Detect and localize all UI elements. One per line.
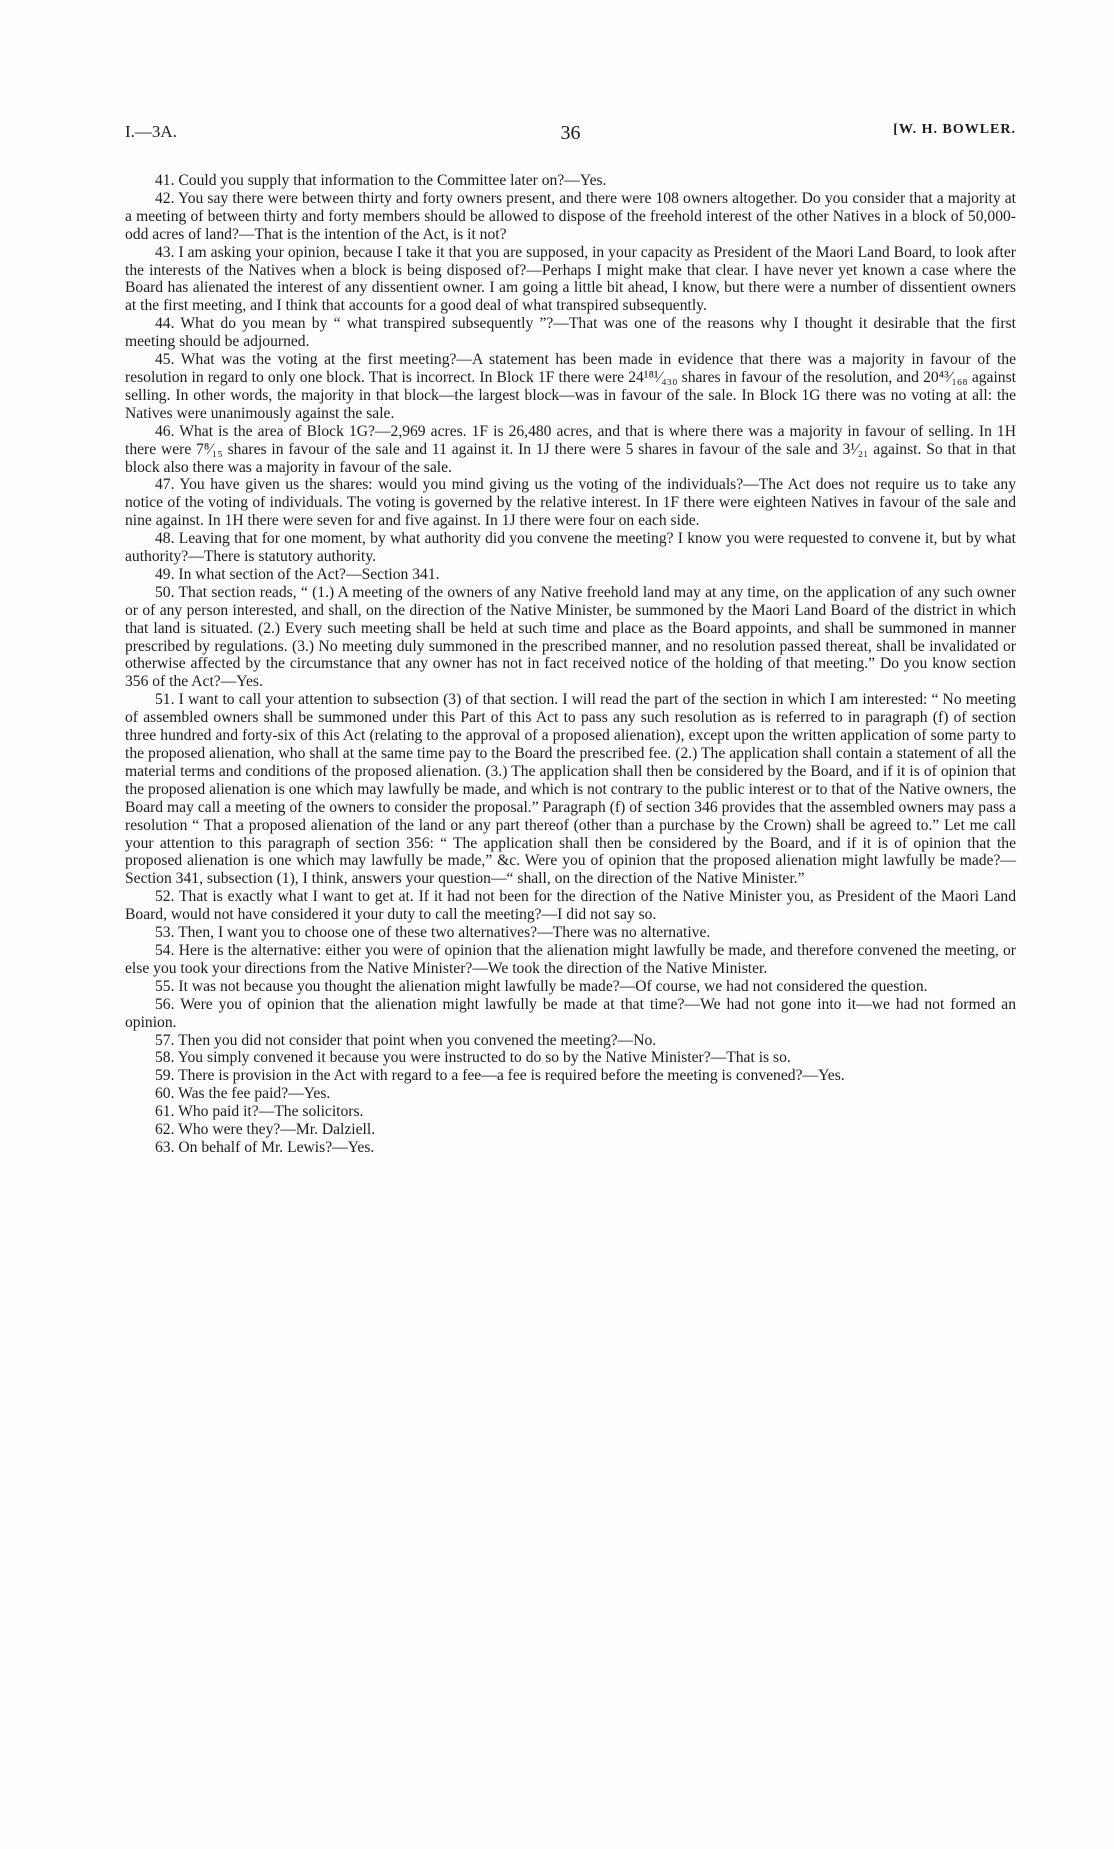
question-49: 49. In what section of the Act?—Section 341. (155, 565, 440, 583)
evidence-text (125, 172, 1016, 1157)
question-62: 62. Who were they?—Mr. Dalziell. (155, 1121, 376, 1139)
page-header (125, 122, 1016, 152)
witness-name: [W. H. BOWLER. (893, 122, 1016, 137)
question-63: 63. On behalf of Mr. Lewis?—Yes. (155, 1138, 375, 1156)
question-57: 57. Then you did not consider that point when you convened the meeting?—No. (155, 1031, 657, 1049)
question-55: 55. It was not because you thought the alienation might lawfully be made?—Of course, we had not considered the question. (155, 977, 928, 995)
question-59: 59. There is provision in the Act with regard to a fee—a fee is required before the meeting is convened?—Yes. (155, 1067, 845, 1085)
question-53: 53. Then, I want you to choose one of these two alternatives?—There was no alternative. (155, 924, 711, 942)
question-54: 54. Here is the alternative: either you were of opinion that the alienation might lawfully be made, and therefore convened the meeting, or else you took your directions from the Native Minister?—We took the direction of the Native Minister. (125, 941, 1016, 977)
question-44: 44. What do you mean by “ what transpired subsequently ”?—That was one of the reasons why I thought it desirable that the first meeting should be adjourned. (125, 315, 1016, 351)
question-43: 43. I am asking your opinion, because I take it that you are supposed, in your capacity as President of the Maori Land Board, to look after the interests of the Natives when a block is being disposed of?—Perhaps I might make that clear. I have never yet known a case where the Board has alienated the interest of any dissentient owner. I am going a little bit ahead, I know, but there were a number of dissentient owners at the first meeting, and I think that accounts for a good deal of what transpired subsequently. (125, 243, 1016, 315)
question-50: 50. That section reads, “ (1.) A meeting of the owners of any Native freehold land may at any time, on the application of any such owner or of any person interested, and shall, on the direction of the Native Minister, be summoned by the Maori Land Board of the district in which that land is situated. (2.) Every such meeting shall be held at such time and place as the Board appoints, and shall be summoned in manner prescribed by regulations. (3.) No meeting duly summoned in the prescribed manner, and no resolution passed thereat, shall be invalidated or otherwise affected by the circumstance that any owner has not in fact received notice of the holding of that meeting.” Do you know section 356 of the Act?—Yes. (125, 583, 1016, 691)
question-45: 45. What was the voting at the first meeting?—A statement has been made in evidence that there was a majority in favour of the resolution in regard to only one block. That is incorrect. In Block 1F there were 24¹⁸¹⁄₄₃₀ shares in favour of the resolution, and 20⁴³⁄₁₆₈ against selling. In other words, the majority in that block—the largest block—was in favour of the sale. In Block 1G there was no voting at all: the Natives were unanimously against the sale. (125, 351, 1016, 422)
question-61: 61. Who paid it?—The solicitors. (155, 1103, 364, 1121)
paper-reference: I.—3A. (125, 122, 177, 141)
page-number: 36 (560, 122, 581, 144)
question-51: 51. I want to call your attention to subsection (3) of that section. I will read the part of the section in which I am interested: “ No meeting of assembled owners shall be summoned under this Part of this Act to pass any such resolution as is referred to in paragraph (f) of section three hundred and forty-six of this Act (relating to the approval of a proposed alienation), except upon the written application of some party to the proposed alienation, who shall at the same time pay to the Board the prescribed fee. (2.) The application shall contain a statement of all the material terms and conditions of the proposed alienation. (3.) The application shall then be considered by the Board, and if it is of opinion that the proposed alienation is one which may lawfully be made, and which is not contrary to the public interest or to that of the Native owners, the Board may call a meeting of the owners to consider the proposal.” Paragraph (f) of section 346 provides that the assembled owners may pass a resolution “ That a proposed alienation of the land or any part thereof (other than a purchase by the Crown) shall be agreed to.” Let me call your attention to this paragraph of section 356: “ The application shall then be considered by the Board, and if it is of opinion that the proposed alienation is one which may lawfully be made,” &c. Were you of opinion that the proposed alienation might lawfully be made?—Section 341, subsection (1), I think, answers your question—“ shall, on the direction of the Native Minister.” (125, 691, 1016, 888)
question-48: 48. Leaving that for one moment, by what authority did you convene the meeting? I know you were requested to convene it, but by what authority?—There is statutory authority. (125, 530, 1016, 566)
question-60: 60. Was the fee paid?—Yes. (155, 1085, 331, 1103)
question-41: 41. Could you supply that information to the Committee later on?—Yes. (155, 172, 607, 189)
question-42: 42. You say there were between thirty and forty owners present, and there were 108 owners altogether. Do you consider that a majority at a meeting of between thirty and forty members should be allowed to dispose of the freehold interest of the other Natives in a block of 50,000-odd acres of land?—That is the intention of the Act, is it not? (125, 189, 1016, 243)
question-47: 47. You have given us the shares: would you mind giving us the voting of the individuals?—The Act does not require us to take any notice of the voting of individuals. The voting is governed by the relative interest. In 1F there were eighteen Natives in favour of the sale and nine against. In 1H there were seven for and five against. In 1J there were four on each side. (125, 476, 1016, 530)
question-56: 56. Were you of opinion that the alienation might lawfully be made at that time?—We had not gone into it—we had not formed an opinion. (125, 995, 1016, 1031)
question-46: 46. What is the area of Block 1G?—2,969 acres. 1F is 26,480 acres, and that is where there was a majority in favour of selling. In 1H there were 7⁸⁄₁₅ shares in favour of the sale and 11 against it. In 1J there were 5 shares in favour of the sale and 3¹⁄₂₁ against. So that in that block also there was a majority in favour of the sale. (125, 422, 1016, 476)
question-58: 58. You simply convened it because you were instructed to do so by the Native Minister?—That is so. (155, 1049, 791, 1067)
question-52: 52. That is exactly what I want to get at. If it had not been for the direction of the Native Minister you, as President of the Maori Land Board, would not have considered it your duty to call the meeting?—I did not say so. (125, 888, 1016, 924)
